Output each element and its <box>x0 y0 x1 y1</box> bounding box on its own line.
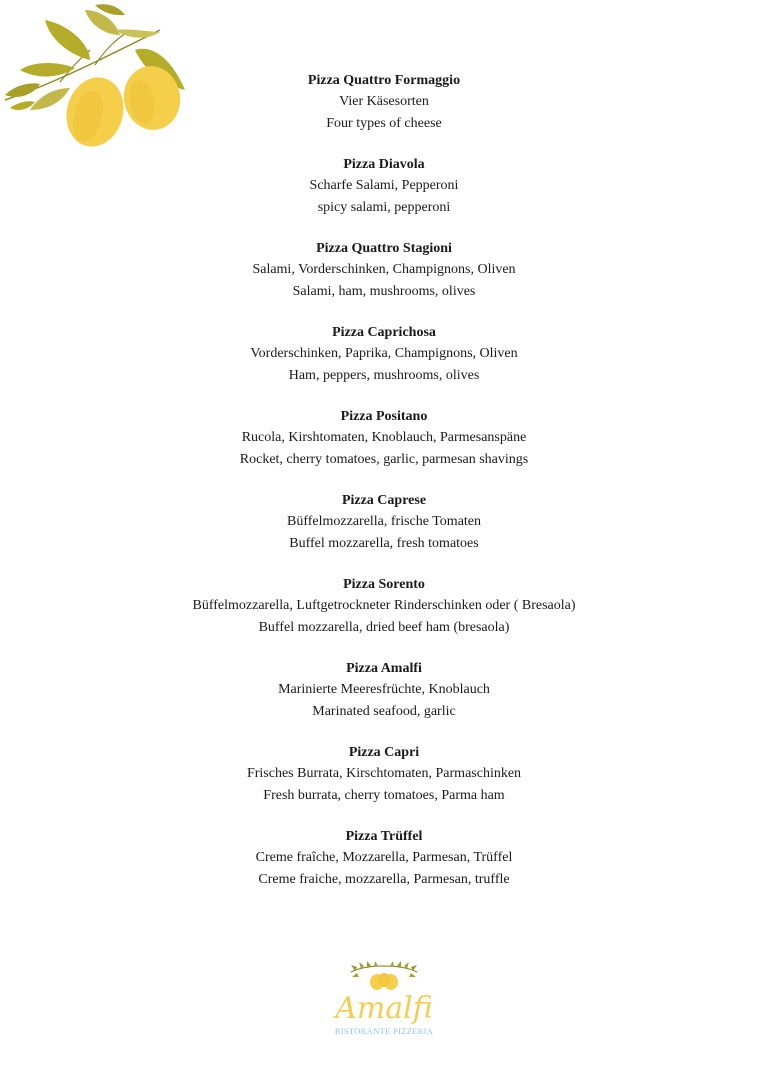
logo-subtitle: RISTORANTE PIZZERIA <box>334 1026 434 1036</box>
description-german: Creme fraîche, Mozzarella, Parmesan, Trüffel <box>255 850 513 865</box>
pizza-name: Pizza Amalfi <box>346 661 422 676</box>
pizza-name: Pizza Caprese <box>341 493 427 508</box>
description-english: Four types of cheese <box>326 115 442 131</box>
pizza-menu <box>0 70 768 910</box>
menu-item <box>0 322 768 386</box>
description-german: Büffelmozzarella, Luftgetrockneter Rinderschinken oder ( Bresaola) <box>192 598 576 613</box>
logo-wordmark: Amalfi <box>335 991 433 1026</box>
description-german: Vorderschinken, Paprika, Champignons, Oliven <box>250 346 518 361</box>
pizza-name: Pizza Trüffel <box>345 829 423 844</box>
pizza-name: Pizza Quattro Stagioni <box>316 241 452 256</box>
description-english: Creme fraiche, mozzarella, Parmesan, truffle <box>258 871 510 887</box>
menu-item <box>0 238 768 302</box>
pizza-name: Pizza Capri <box>348 745 420 760</box>
lemon-garland-icon <box>347 960 421 994</box>
pizza-name: Pizza Diavola <box>343 157 425 172</box>
pizza-name: Pizza Positano <box>340 409 428 424</box>
pizza-name: Pizza Quattro Formaggio <box>307 73 461 88</box>
description-german: Rucola, Kirshtomaten, Knoblauch, Parmesanspäne <box>241 430 527 445</box>
description-german: Marinierte Meeresfrüchte, Knoblauch <box>278 682 490 697</box>
description-german: Scharfe Salami, Pepperoni <box>309 178 459 193</box>
description-english: Buffel mozzarella, fresh tomatoes <box>289 535 479 551</box>
menu-item <box>0 70 768 134</box>
pizza-name: Pizza Caprichosa <box>332 325 436 340</box>
description-english: spicy salami, pepperoni <box>317 199 451 215</box>
description-german: Büffelmozzarella, frische Tomaten <box>286 514 482 529</box>
description-german: Vier Käsesorten <box>339 94 429 109</box>
restaurant-logo <box>324 960 444 1055</box>
description-english: Ham, peppers, mushrooms, olives <box>288 367 480 383</box>
menu-item <box>0 154 768 218</box>
description-english: Rocket, cherry tomatoes, garlic, parmesan shavings <box>239 451 529 467</box>
menu-item <box>0 490 768 554</box>
description-german: Salami, Vorderschinken, Champignons, Oliven <box>252 262 516 277</box>
menu-item <box>0 742 768 806</box>
description-english: Salami, ham, mushrooms, olives <box>292 283 476 299</box>
menu-item <box>0 658 768 722</box>
menu-item <box>0 574 768 638</box>
pizza-name: Pizza Sorento <box>343 577 425 592</box>
description-german: Frisches Burrata, Kirschtomaten, Parmaschinken <box>246 766 522 781</box>
description-english: Marinated seafood, garlic <box>312 703 456 719</box>
menu-item <box>0 826 768 890</box>
description-english: Buffel mozzarella, dried beef ham (bresaola) <box>258 619 510 635</box>
description-english: Fresh burrata, cherry tomatoes, Parma ham <box>263 787 505 803</box>
menu-item <box>0 406 768 470</box>
